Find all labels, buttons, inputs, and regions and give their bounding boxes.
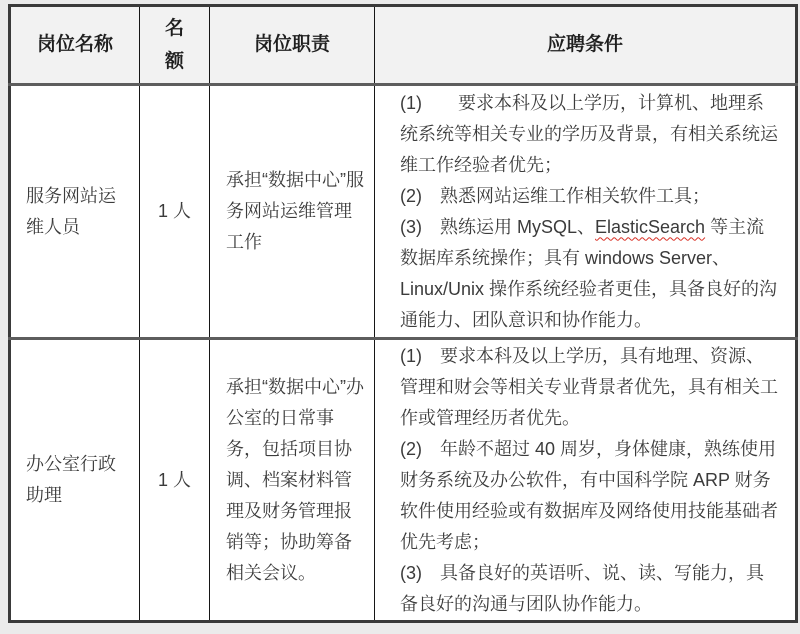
col-header-position: 岗位名称 — [10, 6, 140, 85]
requirements-cell — [375, 339, 797, 622]
header-row — [10, 6, 797, 85]
requirement-item-2: (2) 年龄不超过 40 周岁，身体健康，熟练使用财务系统及办公软件，有中国科学院 ARP 财务软件使用经验或有数据库及网络使用技能基础者优先考虑； — [400, 438, 778, 552]
requirement-item-2: (2) 熟悉网站运维工作相关软件工具； — [400, 185, 710, 206]
duties-text: 承担“数据中心”办公室的日常事务，包括项目协调、档案材料管理及财务管理报销等；协助筹备相关会议。 — [210, 339, 375, 622]
duties-text: 承担“数据中心”服务网站运维管理工作 — [210, 85, 375, 339]
col-header-requirements: 应聘条件 — [375, 6, 797, 85]
spellcheck-word: ElasticSearch — [595, 216, 706, 237]
requirement-item-3 — [400, 212, 781, 336]
quota-value: 1 人 — [140, 85, 210, 339]
col-header-quota — [140, 6, 210, 85]
requirements-cell — [375, 85, 797, 339]
table-row-office-assistant — [10, 339, 797, 622]
quota-value: 1 人 — [140, 339, 210, 622]
requirement-item-1: (1) 要求本科及以上学历，计算机、地理系统系统等相关专业的学历及背景，有相关系统运维工作经验者优先； — [400, 92, 778, 175]
col-header-duties: 岗位职责 — [210, 6, 375, 85]
requirement-item-3: (3) 具备良好的英语听、说、读、写能力，具备良好的沟通与团队协作能力。 — [400, 562, 764, 614]
col-header-quota-label: 名额 — [164, 17, 184, 72]
position-name: 服务网站运维人员 — [10, 85, 140, 339]
requirement-item-3-pre: (3) 熟练运用 MySQL、 — [400, 216, 596, 237]
position-name: 办公室行政助理 — [10, 339, 140, 622]
recruitment-table — [8, 4, 798, 623]
table-row-web-ops — [10, 85, 797, 339]
requirement-item-3-post: 等主流数据库系统操作；具有 windows Server、Linux/Unix 操作系统经验者更佳，具备良好的沟通能力、团队意识和协作能力。 — [400, 216, 778, 330]
requirement-item-1: (1) 要求本科及以上学历，具有地理、资源、管理和财会等相关专业背景者优先，具有相关工作或管理经历者优先。 — [400, 345, 778, 428]
